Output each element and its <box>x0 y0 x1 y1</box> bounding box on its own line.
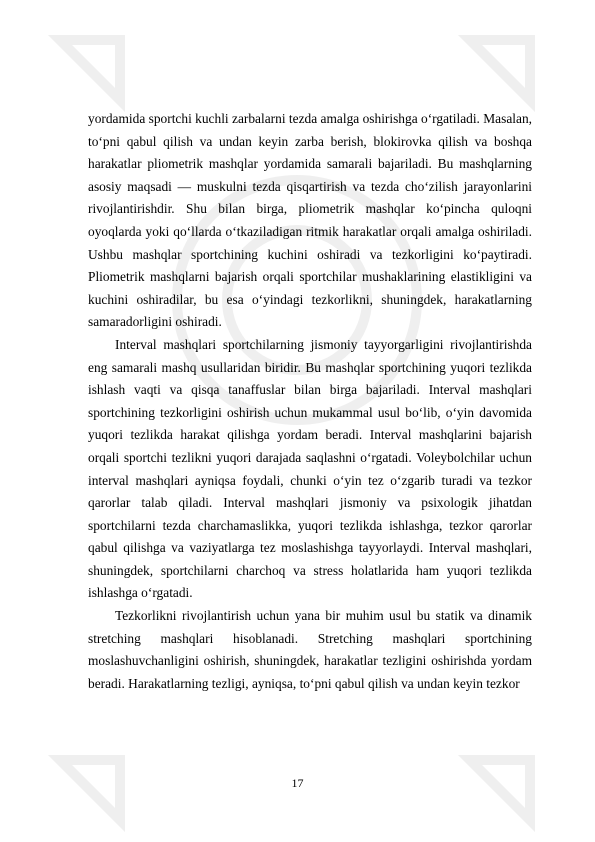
paragraph-interval-training: Interval mashqlari sportchilarning jismoniy tayyorgarligini rivojlantirishda eng samarali mashq usullaridan biridir. Bu mashqlar sportchining yuqori tezlikda ishlash vaqti va qisqa tanaffuslar bilan birga bajariladi. Interval mashqlari sportchining tezkorligini oshirish uchun mukammal usul bo‘lib, o‘yin davomida yuqori tezlikda harakat qilishga yordam beradi. Interval mashqlarini bajarish orqali sportchi tezlikni yuqori darajada saqlashni o‘rgatadi. Voleybolchilar uchun interval mashqlari ayniqsa foydali, chunki o‘yin tez o‘zgarib turadi va tezkor qarorlar talab qiladi. Interval mashqlari jismoniy va psixologik jihatdan sportchilarni tezda charchamaslikka, yuqori tezlikda ishlashga, tezkor qarorlar qabul qilishga va vaziyatlarga tez moslashishga tayyorlaydi. Interval mashqlari, shuningdek, sportchilarni charchoq va stress holatlarida ham yuqori tezlikda ishlashga o‘rgatadi. <box>88 336 532 601</box>
page-number: 17 <box>291 776 304 790</box>
paragraph-plyometrics: yordamida sportchi kuchli zarbalarni tezda amalga oshirishga o‘rgatiladi. Masalan, to‘pni qabul qilish va undan keyin zarba berish, blokirovka qilish va boshqa harakatlar pliometrik mashqlar yordamida samarali bajariladi. Bu mashqlarning asosiy maqsadi — muskulni tezda qisqartirish va tezda cho‘zilish jarayonlarini rivojlantirishdir. Shu bilan birga, pliometrik mashqlar ko‘pincha quloqni oyoqlarda yoki qo‘llarda o‘tkaziladigan ritmik harakatlar orqali amalga oshiriladi. Ushbu mashqlar sportchining kuchini oshiradi va tezkorligini ko‘paytiradi. Pliometrik mashqlarni bajarish orqali sportchilar mushaklarining elastikligini va kuchini oshiradilar, bu esa o‘yindagi tezkorlikni, shuningdek, harakatlarning samaradorligini oshiradi. <box>88 111 532 330</box>
paragraph-stretching: Tezkorlikni rivojlantirish uchun yana bir muhim usul bu statik va dinamik stretching mashqlari hisoblanadi. Stretching mashqlari sportchining moslashuvchanligini oshirish, shuningdek, harakatlar tezligini oshirishda yordam beradi. Harakatlarning tezligi, ayniqsa, to‘pni qabul qilish va undan keyin tezkor <box>88 608 532 691</box>
body-text <box>88 108 532 695</box>
